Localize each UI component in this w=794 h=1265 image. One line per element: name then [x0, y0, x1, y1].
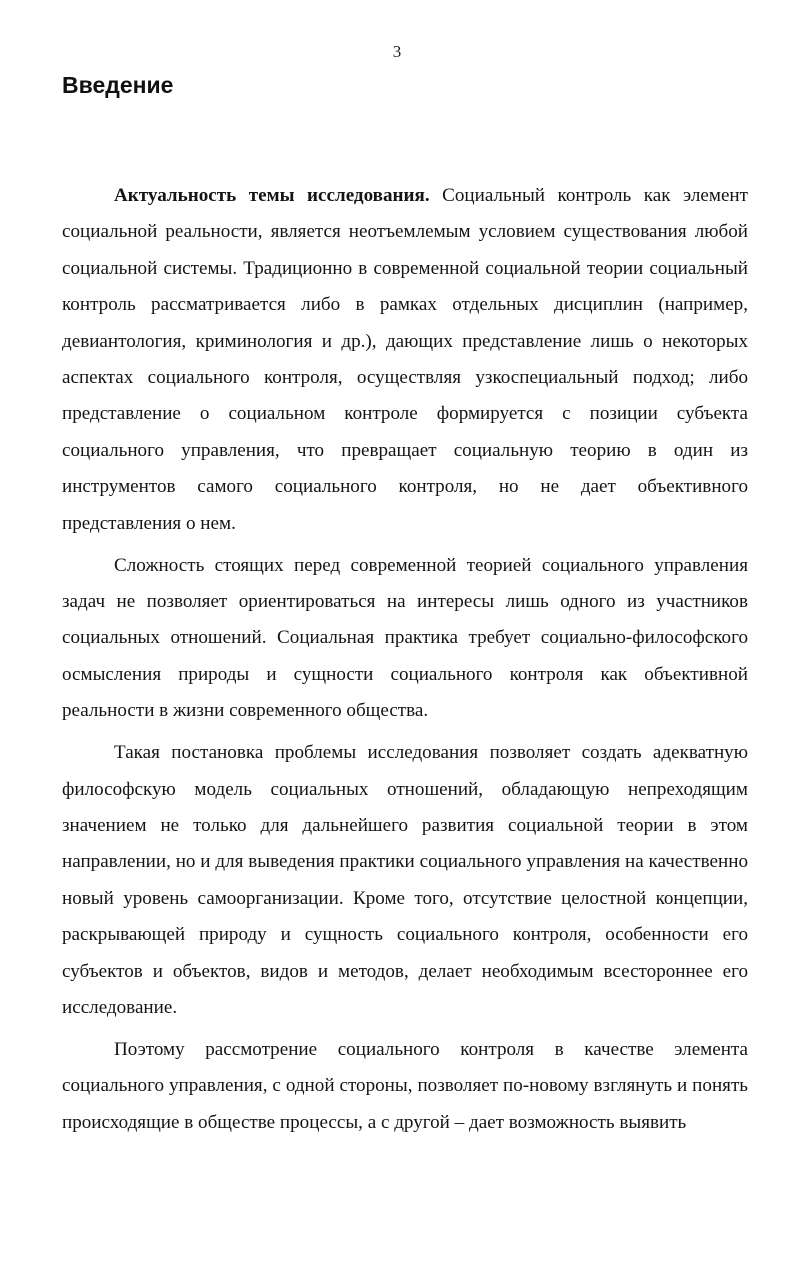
- paragraph-complexity: [62, 548, 748, 730]
- paragraph-text: Социальный контроль как элемент социальной реальности, является неотъемлемым условием существования любой социальной системы. Традиционно в современной социальной теории социальный контроль рассматривается либо в рамках отдельных дисциплин (например, девиантология, криминология и др.), дающих представление лишь о некоторых аспектах социального контроля, осуществляя узкоспециальный подход; либо представление о социальном контроле формируется с позиции субъекта социального управления, что превращает социальную теорию в один из инструментов самого социального контроля, но не дает объективного представления о нем.: [62, 185, 748, 534]
- paragraph-text: Такая постановка проблемы исследования позволяет создать адекватную философскую модель социальных отношений, обладающую непреходящим значением не только для дальнейшего развития социальной теории в этом направлении, но и для выведения практики социального управления на качественно новый уровень самоорганизации. Кроме того, отсутствие целостной концепции, раскрывающей природу и сущность социального контроля, особенности его субъектов и объектов, видов и методов, делает необходимым всестороннее его исследование.: [62, 742, 748, 1018]
- page-number: 3: [392, 42, 402, 61]
- paragraph-therefore: [62, 1032, 748, 1141]
- paragraph-relevance: [62, 178, 748, 542]
- paragraph-lead: Актуальность темы исследования.: [114, 185, 430, 206]
- document-body: [62, 178, 748, 1147]
- paragraph-text: Поэтому рассмотрение социального контроля в качестве элемента социального управления, с одной стороны, позволяет по-новому взглянуть и понять происходящие в обществе процессы, а с другой – дает возможность выявить: [62, 1038, 748, 1133]
- paragraph-problem: [62, 735, 748, 1026]
- page-title: Введение: [62, 72, 174, 98]
- paragraph-text: Сложность стоящих перед современной теорией социального управления задач не позволяет ориентироваться на интересы лишь одного из участников социальных отношений. Социальная практика требует социально-философского осмысления природы и сущности социального контроля как объективной реальности в жизни современного общества.: [62, 554, 748, 722]
